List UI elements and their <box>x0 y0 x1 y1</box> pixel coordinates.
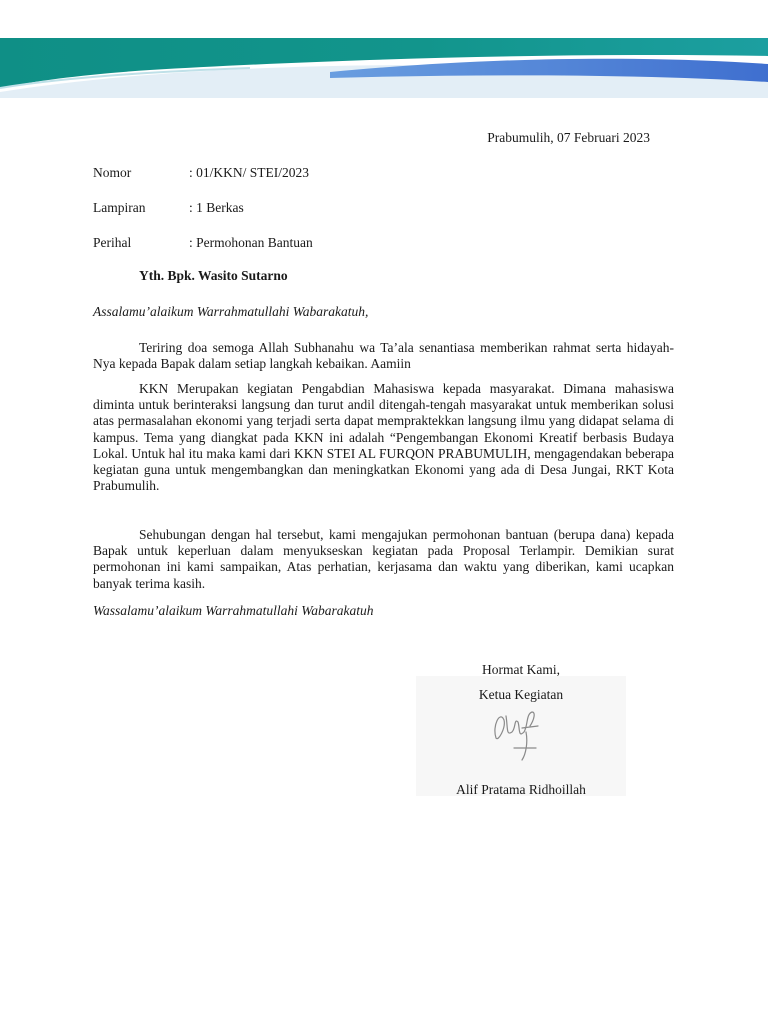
paragraph-text: Sehubungan dengan hal tersebut, kami mengajukan permohonan bantuan (berupa dana) kepada Bapak untuk keperluan dalam menyukseskan kegiatan pada Proposal Terlampir. Demikian surat permohonan ini kami sampaikan, Atas perhatian, kerjasama dan waktu yang diberikan, kami ucapkan banyak terima kasih. <box>93 527 674 591</box>
signature-block <box>416 660 626 796</box>
body-paragraph-2 <box>93 381 674 494</box>
place-date: Prabumulih, 07 Februari 2023 <box>487 130 650 145</box>
meta-value: : Permohonan Bantuan <box>189 235 313 250</box>
meta-row-perihal <box>93 235 313 251</box>
body-paragraph-1 <box>93 340 674 372</box>
addressee: Yth. Bpk. Wasito Sutarno <box>139 268 288 283</box>
meta-value: : 1 Berkas <box>189 200 244 215</box>
meta-row-nomor <box>93 165 309 181</box>
header-banner <box>0 38 768 98</box>
meta-label: Lampiran <box>93 200 146 215</box>
paragraph-text: Teriring doa semoga Allah Subhanahu wa Ta’ala senantiasa memberikan rahmat serta hidayah-Nya kepada Bapak dalam setiap langkah kebaikan. Aamiin <box>93 340 674 372</box>
signature-name: Alif Pratama Ridhoillah <box>456 782 586 797</box>
paragraph-text: KKN Merupakan kegiatan Pengabdian Mahasiswa kepada masyarakat. Dimana mahasiswa diminta untuk berinteraksi langsung dan turut andil ditengah-tengah masyarakat untuk memberikan solusi atas permasalahan ekonomi yang terjadi serta dapat mempraktekkan langsung ilmu yang didapat selama di kampus. Tema yang diangkat pada KKN ini adalah “Pengembangan Ekonomi Kreatif berbasis Budaya Lokal. Untuk hal itu maka kami dari KKN STEI AL FURQON PRABUMULIH, mengagendakan beberapa kegiatan guna untuk mengembangkan dan meningkatkan Ekonomi yang ada di Desa Jungai, RKT Kota Prabumulih. <box>93 381 674 494</box>
signature-role: Ketua Kegiatan <box>478 687 564 702</box>
meta-label: Perihal <box>93 235 132 250</box>
signature-salutation: Hormat Kami, <box>482 662 560 677</box>
meta-row-lampiran <box>93 200 244 216</box>
handwritten-signature <box>482 698 552 768</box>
closing: Wassalamu’alaikum Warrahmatullahi Wabarakatuh <box>93 603 374 618</box>
body-paragraph-3 <box>93 527 674 592</box>
meta-value: : 01/KKN/ STEI/2023 <box>189 165 309 180</box>
greeting: Assalamu’alaikum Warrahmatullahi Wabarakatuh, <box>93 304 369 319</box>
meta-label: Nomor <box>93 165 132 180</box>
